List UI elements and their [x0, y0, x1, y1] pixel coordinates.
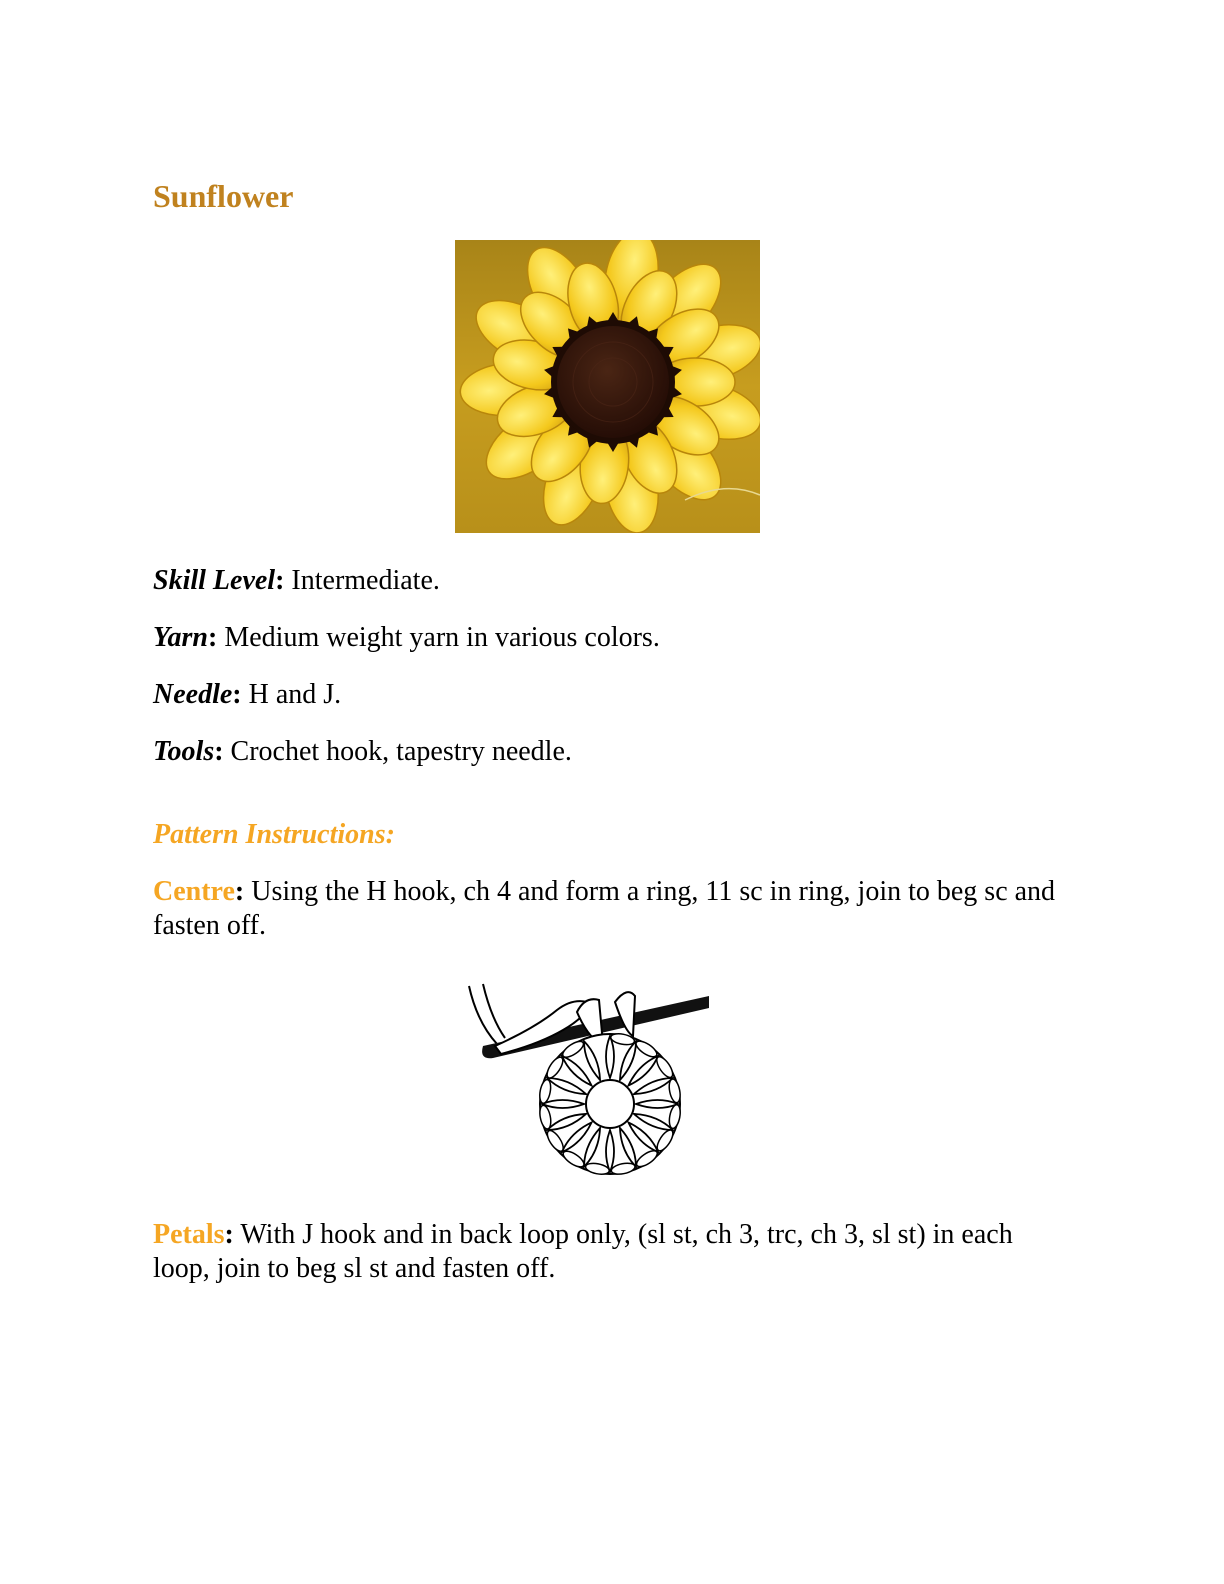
- page-title: Sunflower: [153, 178, 294, 214]
- step-colon: :: [234, 876, 245, 907]
- step-text: With J hook and in back loop only, (sl st, ch 3, trc, ch 3, sl st) in each loop, join to beg sl st and fasten off.: [153, 1219, 1013, 1284]
- field-value: H and J.: [241, 679, 342, 710]
- step-petals: [153, 1218, 1073, 1286]
- field-label: Needle: [153, 679, 233, 710]
- crochet-ring-diagram: [465, 982, 715, 1182]
- pattern-instructions-heading: Pattern Instructions:: [153, 819, 395, 850]
- step-text: Using the H hook, ch 4 and form a ring, 11 sc in ring, join to beg sc and fasten off.: [153, 876, 1056, 941]
- field-colon: :: [232, 679, 242, 710]
- field-skill-level: [153, 564, 440, 598]
- field-tools: [153, 735, 572, 769]
- step-name: Centre: [153, 876, 235, 907]
- field-label: Tools: [153, 736, 215, 767]
- sunflower-photo: [455, 240, 760, 533]
- field-label: Yarn: [153, 622, 209, 653]
- field-value: Intermediate.: [284, 565, 440, 596]
- field-yarn: [153, 621, 660, 655]
- field-needle: [153, 678, 341, 712]
- step-colon: :: [224, 1219, 234, 1250]
- field-colon: :: [208, 622, 218, 653]
- field-label: Skill Level: [153, 565, 276, 596]
- field-colon: :: [214, 736, 224, 767]
- step-centre: [153, 875, 1073, 943]
- step-name: Petals: [153, 1219, 225, 1250]
- field-colon: :: [275, 565, 285, 596]
- field-value: Medium weight yarn in various colors.: [217, 622, 660, 653]
- field-value: Crochet hook, tapestry needle.: [223, 736, 572, 767]
